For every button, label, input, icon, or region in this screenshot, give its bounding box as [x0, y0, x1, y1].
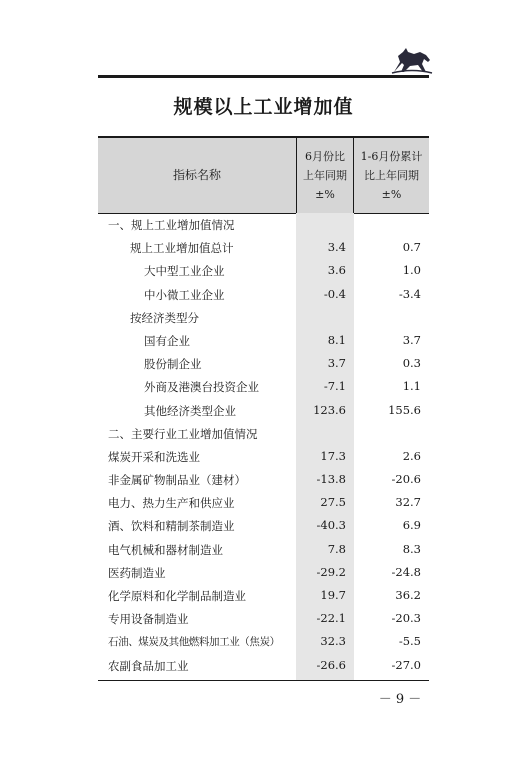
table-row [98, 329, 429, 352]
row-label: 化学原料和化学制品制造业 [108, 589, 246, 603]
header-june-yoy [296, 138, 354, 213]
row-cumulative-value: -27.0 [391, 657, 421, 672]
header-cumulative-yoy [354, 138, 429, 213]
header-june-line1: 6月份比 [305, 150, 345, 163]
row-label: 二、主要行业工业增加值情况 [108, 426, 258, 441]
table-row [98, 352, 429, 375]
table-header [98, 138, 429, 214]
row-june-value: -29.2 [316, 564, 346, 579]
row-cumulative-value: -5.5 [398, 634, 421, 649]
table-row [98, 259, 429, 282]
table-row [98, 584, 429, 607]
horse-logo-icon [390, 46, 434, 76]
table-row [98, 630, 429, 653]
table-row [98, 468, 429, 491]
row-june-value: -0.4 [323, 286, 346, 301]
page-number: － 9 － [378, 692, 422, 707]
row-cumulative-value: 36.2 [395, 588, 421, 602]
header-june-line3: ±% [315, 188, 335, 201]
row-cumulative-value: 1.0 [402, 263, 421, 278]
row-june-value: 17.3 [320, 448, 346, 463]
table-bottom-rule [98, 680, 429, 681]
row-label: 股份制企业 [144, 357, 202, 372]
row-label: 酒、饮料和精制茶制造业 [108, 519, 235, 534]
row-label: 农副食品加工业 [108, 658, 189, 673]
row-label: 医药制造业 [108, 565, 166, 580]
row-label: 按经济类型分 [130, 310, 199, 325]
table-row [98, 375, 429, 398]
top-rule [98, 75, 429, 78]
row-cumulative-value: 3.7 [402, 332, 421, 347]
table-row [98, 607, 429, 630]
header-june-line2: 上年同期 [303, 169, 347, 182]
row-june-value: 27.5 [320, 495, 346, 510]
row-cumulative-value: -20.3 [391, 611, 421, 626]
table-row [98, 422, 429, 445]
page-title: 规模以上工业增加值 [173, 96, 354, 118]
row-cumulative-value: 6.9 [402, 518, 421, 533]
row-cumulative-value: -3.4 [398, 286, 421, 301]
table-row [98, 491, 429, 514]
header-cum-line1: 1-6月份累计 [360, 150, 423, 163]
row-june-value: 3.4 [327, 240, 346, 255]
row-june-value: 3.7 [327, 356, 346, 371]
table-row [98, 445, 429, 468]
table-row [98, 561, 429, 584]
row-label: 大中型工业企业 [144, 264, 225, 279]
row-june-value: -26.6 [316, 657, 346, 672]
row-label: 专用设备制造业 [108, 612, 189, 627]
row-label: 石油、煤炭及其他燃料加工业（焦炭） [108, 636, 280, 649]
row-june-value: 7.8 [327, 541, 346, 556]
table-row [98, 654, 429, 677]
row-label: 中小微工业企业 [144, 287, 225, 302]
row-june-value: 3.6 [327, 263, 346, 278]
row-cumulative-value: 0.3 [402, 356, 421, 371]
row-label: 非金属矿物制品业（建材） [108, 473, 246, 488]
row-june-value: -13.8 [316, 472, 346, 487]
table-row [98, 236, 429, 259]
row-cumulative-value: 1.1 [402, 379, 421, 394]
table-body [98, 213, 429, 677]
table-row [98, 514, 429, 537]
row-june-value: 123.6 [313, 402, 346, 417]
header-cum-line2: 比上年同期 [364, 169, 419, 182]
row-label: 外商及港澳台投资企业 [144, 380, 259, 395]
table-row [98, 538, 429, 561]
row-june-value: 19.7 [320, 588, 346, 602]
row-june-value: -7.1 [323, 379, 346, 394]
row-label: 其他经济类型企业 [144, 403, 236, 418]
row-cumulative-value: -24.8 [391, 564, 421, 579]
row-cumulative-value: 155.6 [388, 402, 421, 417]
row-label: 煤炭开采和洗选业 [108, 449, 200, 464]
row-june-value: 32.3 [320, 634, 346, 649]
table-row [98, 399, 429, 422]
row-cumulative-value: -20.6 [391, 472, 421, 487]
row-label: 规上工业增加值总计 [130, 241, 234, 256]
table-row [98, 213, 429, 236]
table-row [98, 283, 429, 306]
row-june-value: 8.1 [327, 332, 346, 347]
row-june-value: -22.1 [316, 611, 346, 626]
row-cumulative-value: 32.7 [395, 495, 421, 510]
row-label: 国有企业 [144, 333, 190, 348]
header-cum-line3: ±% [381, 188, 402, 201]
row-june-value: -40.3 [316, 518, 346, 533]
row-cumulative-value: 0.7 [402, 240, 421, 255]
row-label: 电力、热力生产和供应业 [108, 496, 235, 511]
row-label: 一、规上工业增加值情况 [108, 218, 235, 232]
row-cumulative-value: 8.3 [402, 541, 421, 556]
header-indicator-name [98, 138, 296, 213]
table-row [98, 306, 429, 329]
row-cumulative-value: 2.6 [402, 448, 421, 463]
row-label: 电气机械和器材制造业 [108, 542, 223, 557]
header-name-text: 指标名称 [172, 168, 221, 182]
